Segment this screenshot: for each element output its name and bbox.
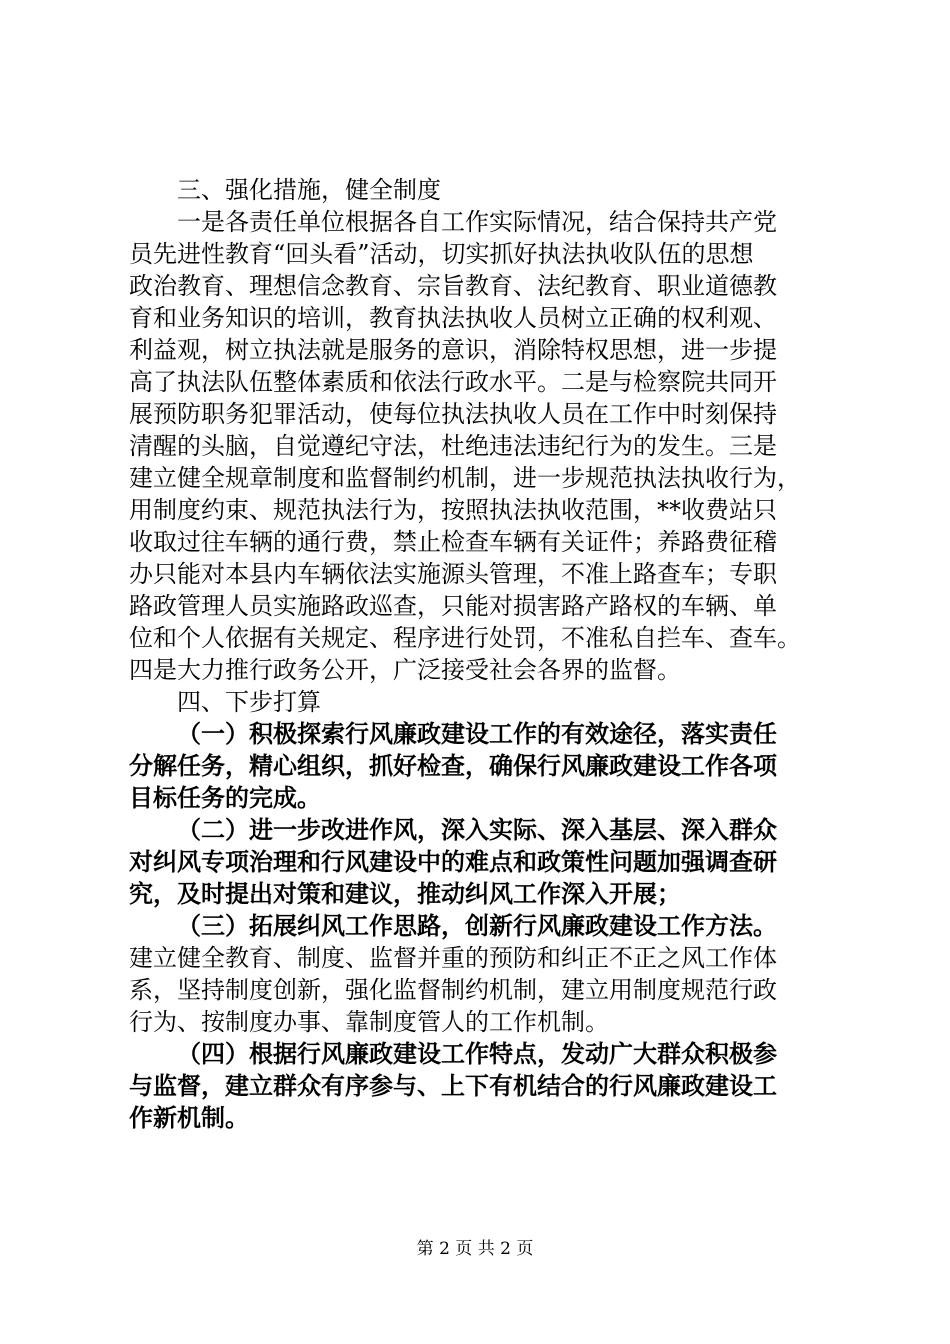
plan-item-line: 系，坚持制度创新，强化监督制约机制，建立用制度规范行政 [129, 976, 777, 1004]
plan-item-line: 目标任务的完成。 [129, 784, 321, 812]
paragraph-line: 位和个人依据有关规定、程序进行处罚，不准私自拦车、查车。 [129, 624, 801, 652]
paragraph-line: 清醒的头脑，自觉遵纪守法，杜绝违法违纪行为的发生。三是 [129, 432, 777, 460]
paragraph-line: 四是大力推行政务公开，广泛接受社会各界的监督。 [129, 656, 681, 684]
plan-item-line: 建立健全教育、制度、监督并重的预防和纠正不正之风工作体 [129, 944, 777, 972]
plan-item-line: （一）积极探索行风廉政建设工作的有效途径，落实责任 [177, 720, 777, 748]
plan-item-line: （二）进一步改进作风，深入实际、深入基层、深入群众 [177, 816, 777, 844]
plan-item-line: 行为、按制度办事、靠制度管人的工作机制。 [129, 1008, 609, 1036]
paragraph-line: 建立健全规章制度和监督制约机制，进一步规范执法执收行为， [129, 464, 801, 492]
paragraph-line: 政治教育、理想信念教育、宗旨教育、法纪教育、职业道德教 [129, 272, 777, 300]
paragraph-line: 利益观，树立执法就是服务的意识，消除特权思想，进一步提 [129, 336, 777, 364]
page-number-footer: 第 2 页 共 2 页 [416, 1239, 534, 1259]
section-heading: 四、下步打算 [177, 688, 321, 716]
plan-item-line: 究，及时提出对策和建议，推动纠风工作深入开展； [129, 880, 681, 908]
paragraph-line: 一是各责任单位根据各自工作实际情况，结合保持共产党 [177, 208, 777, 236]
plan-item-line: （四）根据行风廉政建设工作特点，发动广大群众积极参 [177, 1040, 777, 1068]
plan-item-line: （三）拓展纠风工作思路，创新行风廉政建设工作方法。 [177, 912, 777, 940]
paragraph-line: 收取过往车辆的通行费，禁止检查车辆有关证件；养路费征稽 [129, 528, 777, 556]
plan-item-line: 分解任务，精心组织，抓好检查，确保行风廉政建设工作各项 [129, 752, 777, 780]
paragraph-line: 员先进性教育“回头看”活动，切实抓好执法执收队伍的思想 [129, 240, 754, 268]
paragraph-line: 办只能对本县内车辆依法实施源头管理，不准上路查车；专职 [129, 560, 777, 588]
paragraph-line: 用制度约束、规范执法行为，按照执法执收范围，**收费站只 [129, 496, 777, 524]
paragraph-line: 高了执法队伍整体素质和依法行政水平。二是与检察院共同开 [129, 368, 777, 396]
paragraph-line: 育和业务知识的培训，教育执法执收人员树立正确的权利观、 [129, 304, 777, 332]
plan-item-line: 作新机制。 [129, 1104, 249, 1132]
plan-item-line: 对纠风专项治理和行风建设中的难点和政策性问题加强调查研 [129, 848, 777, 876]
plan-item-line: 与监督，建立群众有序参与、上下有机结合的行风廉政建设工 [129, 1072, 777, 1100]
paragraph-line: 展预防职务犯罪活动，使每位执法执收人员在工作中时刻保持 [129, 400, 777, 428]
section-heading: 三、强化措施，健全制度 [177, 176, 441, 204]
paragraph-line: 路政管理人员实施路政巡查，只能对损害路产路权的车辆、单 [129, 592, 777, 620]
